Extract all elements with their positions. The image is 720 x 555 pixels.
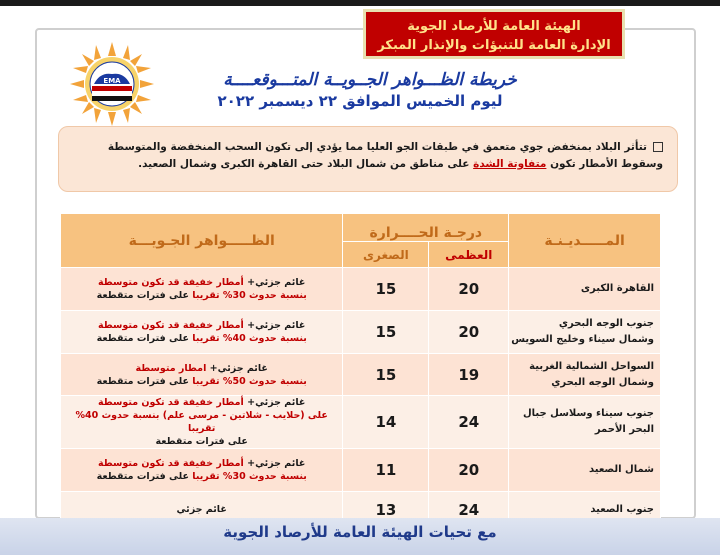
forecast-date: ليوم الخميس الموافق ٢٢ ديسمبر ٢٠٢٢ bbox=[217, 92, 503, 110]
col-header-phenomena: الظـــــواهر الجـويـــة bbox=[61, 214, 343, 268]
col-header-max: العظمى bbox=[429, 242, 509, 268]
synoptic-description bbox=[58, 126, 678, 192]
col-header-min: الصغرى bbox=[343, 242, 429, 268]
top-frame-bar bbox=[0, 0, 720, 6]
min-temp-cell: 11 bbox=[343, 449, 429, 492]
forecast-table bbox=[60, 213, 661, 528]
map-title: خريطة الظـــواهر الجــويــة المتـــوقعــــة bbox=[223, 70, 517, 90]
max-temp-cell: 20 bbox=[429, 449, 509, 492]
min-temp-cell: 15 bbox=[343, 354, 429, 396]
logo-text: EMA bbox=[103, 77, 121, 85]
max-temp-cell: 24 bbox=[429, 492, 509, 528]
phenomena-cell: غائم جزئي+ أمطار خفيفة قد تكون متوسطة بنسبة حدوث 30% تقريبا على فترات متقطعة bbox=[61, 449, 343, 492]
agency-header bbox=[363, 9, 625, 59]
col-header-temp: درجـة الحــــرارة bbox=[343, 214, 509, 242]
table-row bbox=[61, 268, 661, 311]
phenomena-cell: غائم جزئي+ امطار متوسطة بنسبة حدوث 50% تقريبا على فترات متقطعة bbox=[61, 354, 343, 396]
description-highlight: متفاوتة الشدة bbox=[473, 158, 547, 170]
table-row bbox=[61, 396, 661, 449]
description-part1: تتأثر البلاد بمنخفض جوي متعمق في طبقات الجو العليا مما يؤدي إلى تكون السحب المنخفضة والمتوسطة وسقوط الأمطار تكون bbox=[107, 141, 663, 170]
table-row bbox=[61, 311, 661, 354]
footer-greeting: مع تحيات الهيئة العامة للأرصاد الجوية bbox=[223, 523, 497, 541]
city-cell: جنوب الوجه البحري وشمال سيناء وخليج السويس bbox=[509, 311, 661, 354]
max-temp-cell: 20 bbox=[429, 311, 509, 354]
phenomena-cell: غائم جزئي+ أمطار خفيفة قد تكون متوسطة على (حلايب - شلاتين - مرسى علم) بنسبة حدوث 40% تقريبا على فترات متقطعة bbox=[61, 396, 343, 449]
city-cell: القاهرة الكبرى bbox=[509, 268, 661, 311]
min-temp-cell: 14 bbox=[343, 396, 429, 449]
city-cell: السواحل الشمالية الغربية وشمال الوجه البحري bbox=[509, 354, 661, 396]
max-temp-cell: 19 bbox=[429, 354, 509, 396]
min-temp-cell: 15 bbox=[343, 311, 429, 354]
city-cell: شمال الصعيد bbox=[509, 449, 661, 492]
phenomena-cell: غائم جزئي bbox=[61, 492, 343, 528]
description-part2: على مناطق من شمال البلاد حتى القاهرة الكبرى وشمال الصعيد. bbox=[138, 158, 470, 170]
max-temp-cell: 20 bbox=[429, 268, 509, 311]
bullet-checkbox-icon bbox=[653, 142, 663, 152]
department-name: الإدارة العامة للتنبؤات والإنذار المبكر bbox=[377, 38, 611, 53]
ema-logo bbox=[70, 42, 154, 126]
agency-name: الهيئة العامة للأرصاد الجوية bbox=[407, 19, 581, 34]
max-temp-cell: 24 bbox=[429, 396, 509, 449]
table-row bbox=[61, 449, 661, 492]
city-cell: جنوب سيناء وسلاسل جبال البحر الأحمر bbox=[509, 396, 661, 449]
col-header-city: المـــــديـنـة bbox=[509, 214, 661, 268]
table-header-row bbox=[61, 214, 661, 242]
city-cell: جنوب الصعيد bbox=[509, 492, 661, 528]
min-temp-cell: 15 bbox=[343, 268, 429, 311]
phenomena-cell: غائم جزئي+ أمطار خفيفة قد تكون متوسطة بنسبة حدوث 30% تقريبا على فترات متقطعة bbox=[61, 268, 343, 311]
min-temp-cell: 13 bbox=[343, 492, 429, 528]
phenomena-cell: غائم جزئي+ أمطار خفيفة قد تكون متوسطة بنسبة حدوث 40% تقريبا على فترات متقطعة bbox=[61, 311, 343, 354]
table-row bbox=[61, 354, 661, 396]
